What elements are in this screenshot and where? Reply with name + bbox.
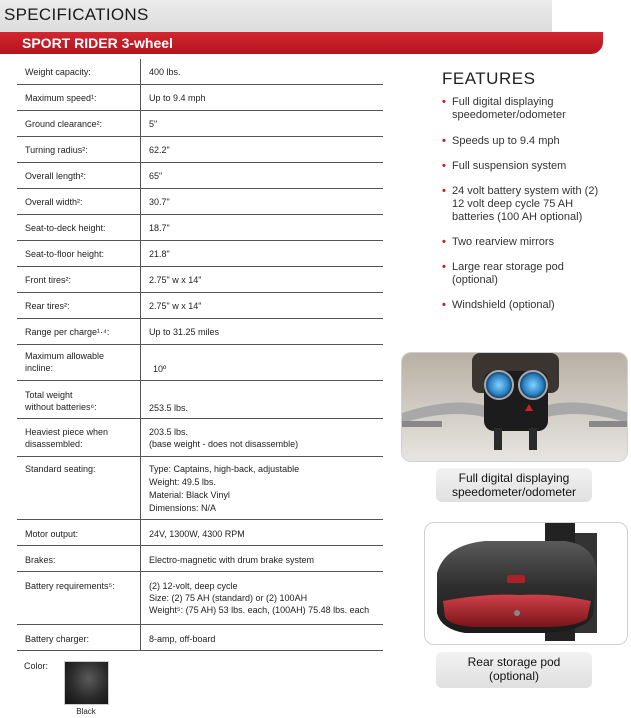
spec-label: Overall width²: bbox=[25, 197, 83, 207]
spec-label: without batteries⁶: bbox=[25, 402, 97, 412]
bullet-icon: • bbox=[442, 236, 446, 248]
spec-divider bbox=[140, 215, 141, 240]
spec-label: Seat-to-floor height: bbox=[25, 249, 105, 259]
feature-item bbox=[442, 299, 622, 313]
spec-value: 10º bbox=[153, 364, 167, 374]
spec-divider bbox=[140, 163, 141, 188]
model-bar bbox=[0, 32, 603, 54]
spec-value: 30.7" bbox=[149, 197, 170, 207]
feature-item bbox=[442, 261, 622, 289]
spec-divider bbox=[140, 241, 141, 266]
bullet-icon: • bbox=[442, 96, 446, 108]
spec-value: Material: Black Vinyl bbox=[149, 490, 230, 500]
spec-value: Weight: 49.5 lbs. bbox=[149, 477, 216, 487]
speedometer-photo bbox=[401, 352, 628, 462]
spec-label: Turning radius²: bbox=[25, 145, 88, 155]
storage-pod-caption-line1: Rear storage pod bbox=[467, 655, 561, 669]
spec-value: 203.5 lbs. bbox=[149, 427, 189, 437]
spec-value: 18.7" bbox=[149, 223, 170, 233]
feature-item bbox=[442, 185, 622, 227]
spec-row-overall-width bbox=[17, 189, 383, 215]
spec-divider bbox=[140, 319, 141, 344]
color-swatch-black bbox=[64, 661, 109, 705]
spec-label: Rear tires²: bbox=[25, 301, 70, 311]
features-title: FEATURES bbox=[442, 69, 536, 88]
spec-value: 24V, 1300W, 4300 RPM bbox=[149, 529, 245, 539]
spec-row-front-tires bbox=[17, 267, 383, 293]
feature-item bbox=[442, 135, 622, 149]
spec-value: 21.8" bbox=[149, 249, 170, 259]
spec-label: Weight capacity: bbox=[25, 67, 91, 77]
storage-pod-caption-line2: (optional) bbox=[488, 669, 540, 683]
spec-divider bbox=[140, 345, 141, 380]
spec-divider bbox=[140, 85, 141, 110]
spec-label: Standard seating: bbox=[25, 464, 96, 474]
feature-item bbox=[442, 96, 622, 124]
spec-row-maximum-speed bbox=[17, 85, 383, 111]
spec-value: 5" bbox=[149, 119, 158, 129]
spec-row-battery-requirements bbox=[17, 572, 383, 625]
spec-row-heaviest-piece bbox=[17, 419, 383, 457]
feature-text: Large rear storage pod (optional) bbox=[452, 261, 564, 286]
page-title: SPECIFICATIONS bbox=[4, 5, 149, 24]
spec-label: Range per charge¹·⁴: bbox=[25, 327, 110, 337]
spec-label: Motor output: bbox=[25, 529, 79, 539]
spec-row-range-per-charge bbox=[17, 319, 383, 345]
feature-text: Windshield (optional) bbox=[452, 299, 555, 311]
spec-divider bbox=[140, 546, 141, 571]
spec-label: Brakes: bbox=[25, 555, 56, 565]
spec-value: 8-amp, off-board bbox=[149, 634, 216, 644]
spec-divider bbox=[140, 625, 141, 650]
spec-label: Ground clearance²: bbox=[25, 119, 103, 129]
color-label: Color: bbox=[24, 661, 49, 671]
spec-label: Seat-to-deck height: bbox=[25, 223, 106, 233]
spec-value: 65" bbox=[149, 171, 163, 181]
spec-value: Type: Captains, high-back, adjustable bbox=[149, 464, 300, 474]
spec-label: Overall length²: bbox=[25, 171, 87, 181]
model-name: SPORT RIDER 3-wheel bbox=[22, 35, 173, 51]
spec-divider bbox=[140, 137, 141, 162]
spec-divider bbox=[140, 59, 141, 84]
spec-value: (base weight - does not disassemble) bbox=[149, 439, 299, 449]
spec-row-overall-length bbox=[17, 163, 383, 189]
spec-divider bbox=[140, 520, 141, 545]
spec-label: Maximum speed¹: bbox=[25, 93, 97, 103]
spec-divider bbox=[140, 111, 141, 136]
spec-row-seat-to-floor bbox=[17, 241, 383, 267]
spec-row-brakes bbox=[17, 546, 383, 572]
speedometer-image bbox=[402, 353, 628, 462]
spec-value: 2.75" w x 14" bbox=[149, 301, 202, 311]
spec-row-max-incline bbox=[17, 345, 383, 381]
speedometer-caption-line1: Full digital displaying bbox=[458, 471, 570, 485]
spec-divider bbox=[140, 457, 141, 519]
spec-row-rear-tires bbox=[17, 293, 383, 319]
storage-pod-photo bbox=[424, 522, 628, 645]
spec-label: Battery charger: bbox=[25, 634, 90, 644]
bullet-icon: • bbox=[442, 261, 446, 273]
spec-row-turning-radius bbox=[17, 137, 383, 163]
spec-row-ground-clearance bbox=[17, 111, 383, 137]
feature-text: Speeds up to 9.4 mph bbox=[452, 135, 560, 147]
spec-value: Weight⁵: (75 AH) 53 lbs. each, (100AH) 75.48 lbs. each bbox=[149, 605, 370, 615]
spec-value: 253.5 lbs. bbox=[149, 403, 189, 413]
feature-text: Full suspension system bbox=[452, 160, 567, 172]
spec-divider bbox=[140, 189, 141, 214]
feature-text: Two rearview mirrors bbox=[452, 236, 555, 248]
spec-label: incline: bbox=[25, 363, 54, 373]
specifications-header bbox=[0, 0, 552, 32]
spec-value: Dimensions: N/A bbox=[149, 503, 217, 513]
storage-pod-caption bbox=[436, 652, 592, 688]
spec-value: Size: (2) 75 AH (standard) or (2) 100AH bbox=[149, 593, 308, 603]
bullet-icon: • bbox=[442, 160, 446, 172]
spec-divider bbox=[140, 293, 141, 318]
spec-label: Heaviest piece when bbox=[25, 427, 109, 437]
spec-label: disassembled: bbox=[25, 439, 83, 449]
spec-value: Electro-magnetic with drum brake system bbox=[149, 555, 315, 565]
feature-text: Full digital displaying speedometer/odometer bbox=[452, 96, 566, 121]
spec-row-battery-charger bbox=[17, 625, 383, 651]
speedometer-caption-line2: speedometer/odometer bbox=[451, 485, 577, 499]
spec-label: Total weight bbox=[25, 390, 73, 400]
bullet-icon: • bbox=[442, 299, 446, 311]
speedometer-caption bbox=[436, 468, 592, 502]
spec-value: 62.2" bbox=[149, 145, 170, 155]
bullet-icon: • bbox=[442, 185, 446, 197]
bullet-icon: • bbox=[442, 135, 446, 147]
spec-label: Battery requirements⁵: bbox=[25, 581, 115, 591]
spec-row-total-weight bbox=[17, 381, 383, 419]
spec-value: Up to 31.25 miles bbox=[149, 327, 220, 337]
spec-label: Front tires²: bbox=[25, 275, 72, 285]
spec-divider bbox=[140, 419, 141, 456]
spec-value: 400 lbs. bbox=[149, 67, 181, 77]
spec-row-seat-to-deck bbox=[17, 215, 383, 241]
feature-item bbox=[442, 236, 622, 250]
feature-item bbox=[442, 160, 622, 174]
storage-pod-image bbox=[425, 523, 628, 645]
spec-value: (2) 12-volt, deep cycle bbox=[149, 581, 238, 591]
spec-divider bbox=[140, 267, 141, 292]
spec-row-motor-output bbox=[17, 520, 383, 546]
spec-row-standard-seating bbox=[17, 457, 383, 520]
feature-text: 24 volt battery system with (2) 12 volt deep cycle 75 AH batteries (100 AH optional) bbox=[452, 185, 599, 223]
spec-value: Up to 9.4 mph bbox=[149, 93, 206, 103]
spec-row-weight-capacity bbox=[17, 59, 383, 85]
spec-divider bbox=[140, 572, 141, 624]
spec-value: 2.75" w x 14" bbox=[149, 275, 202, 285]
spec-label: Maximum allowable bbox=[25, 351, 105, 361]
color-swatch-label: Black bbox=[76, 707, 96, 716]
spec-divider bbox=[140, 381, 141, 418]
